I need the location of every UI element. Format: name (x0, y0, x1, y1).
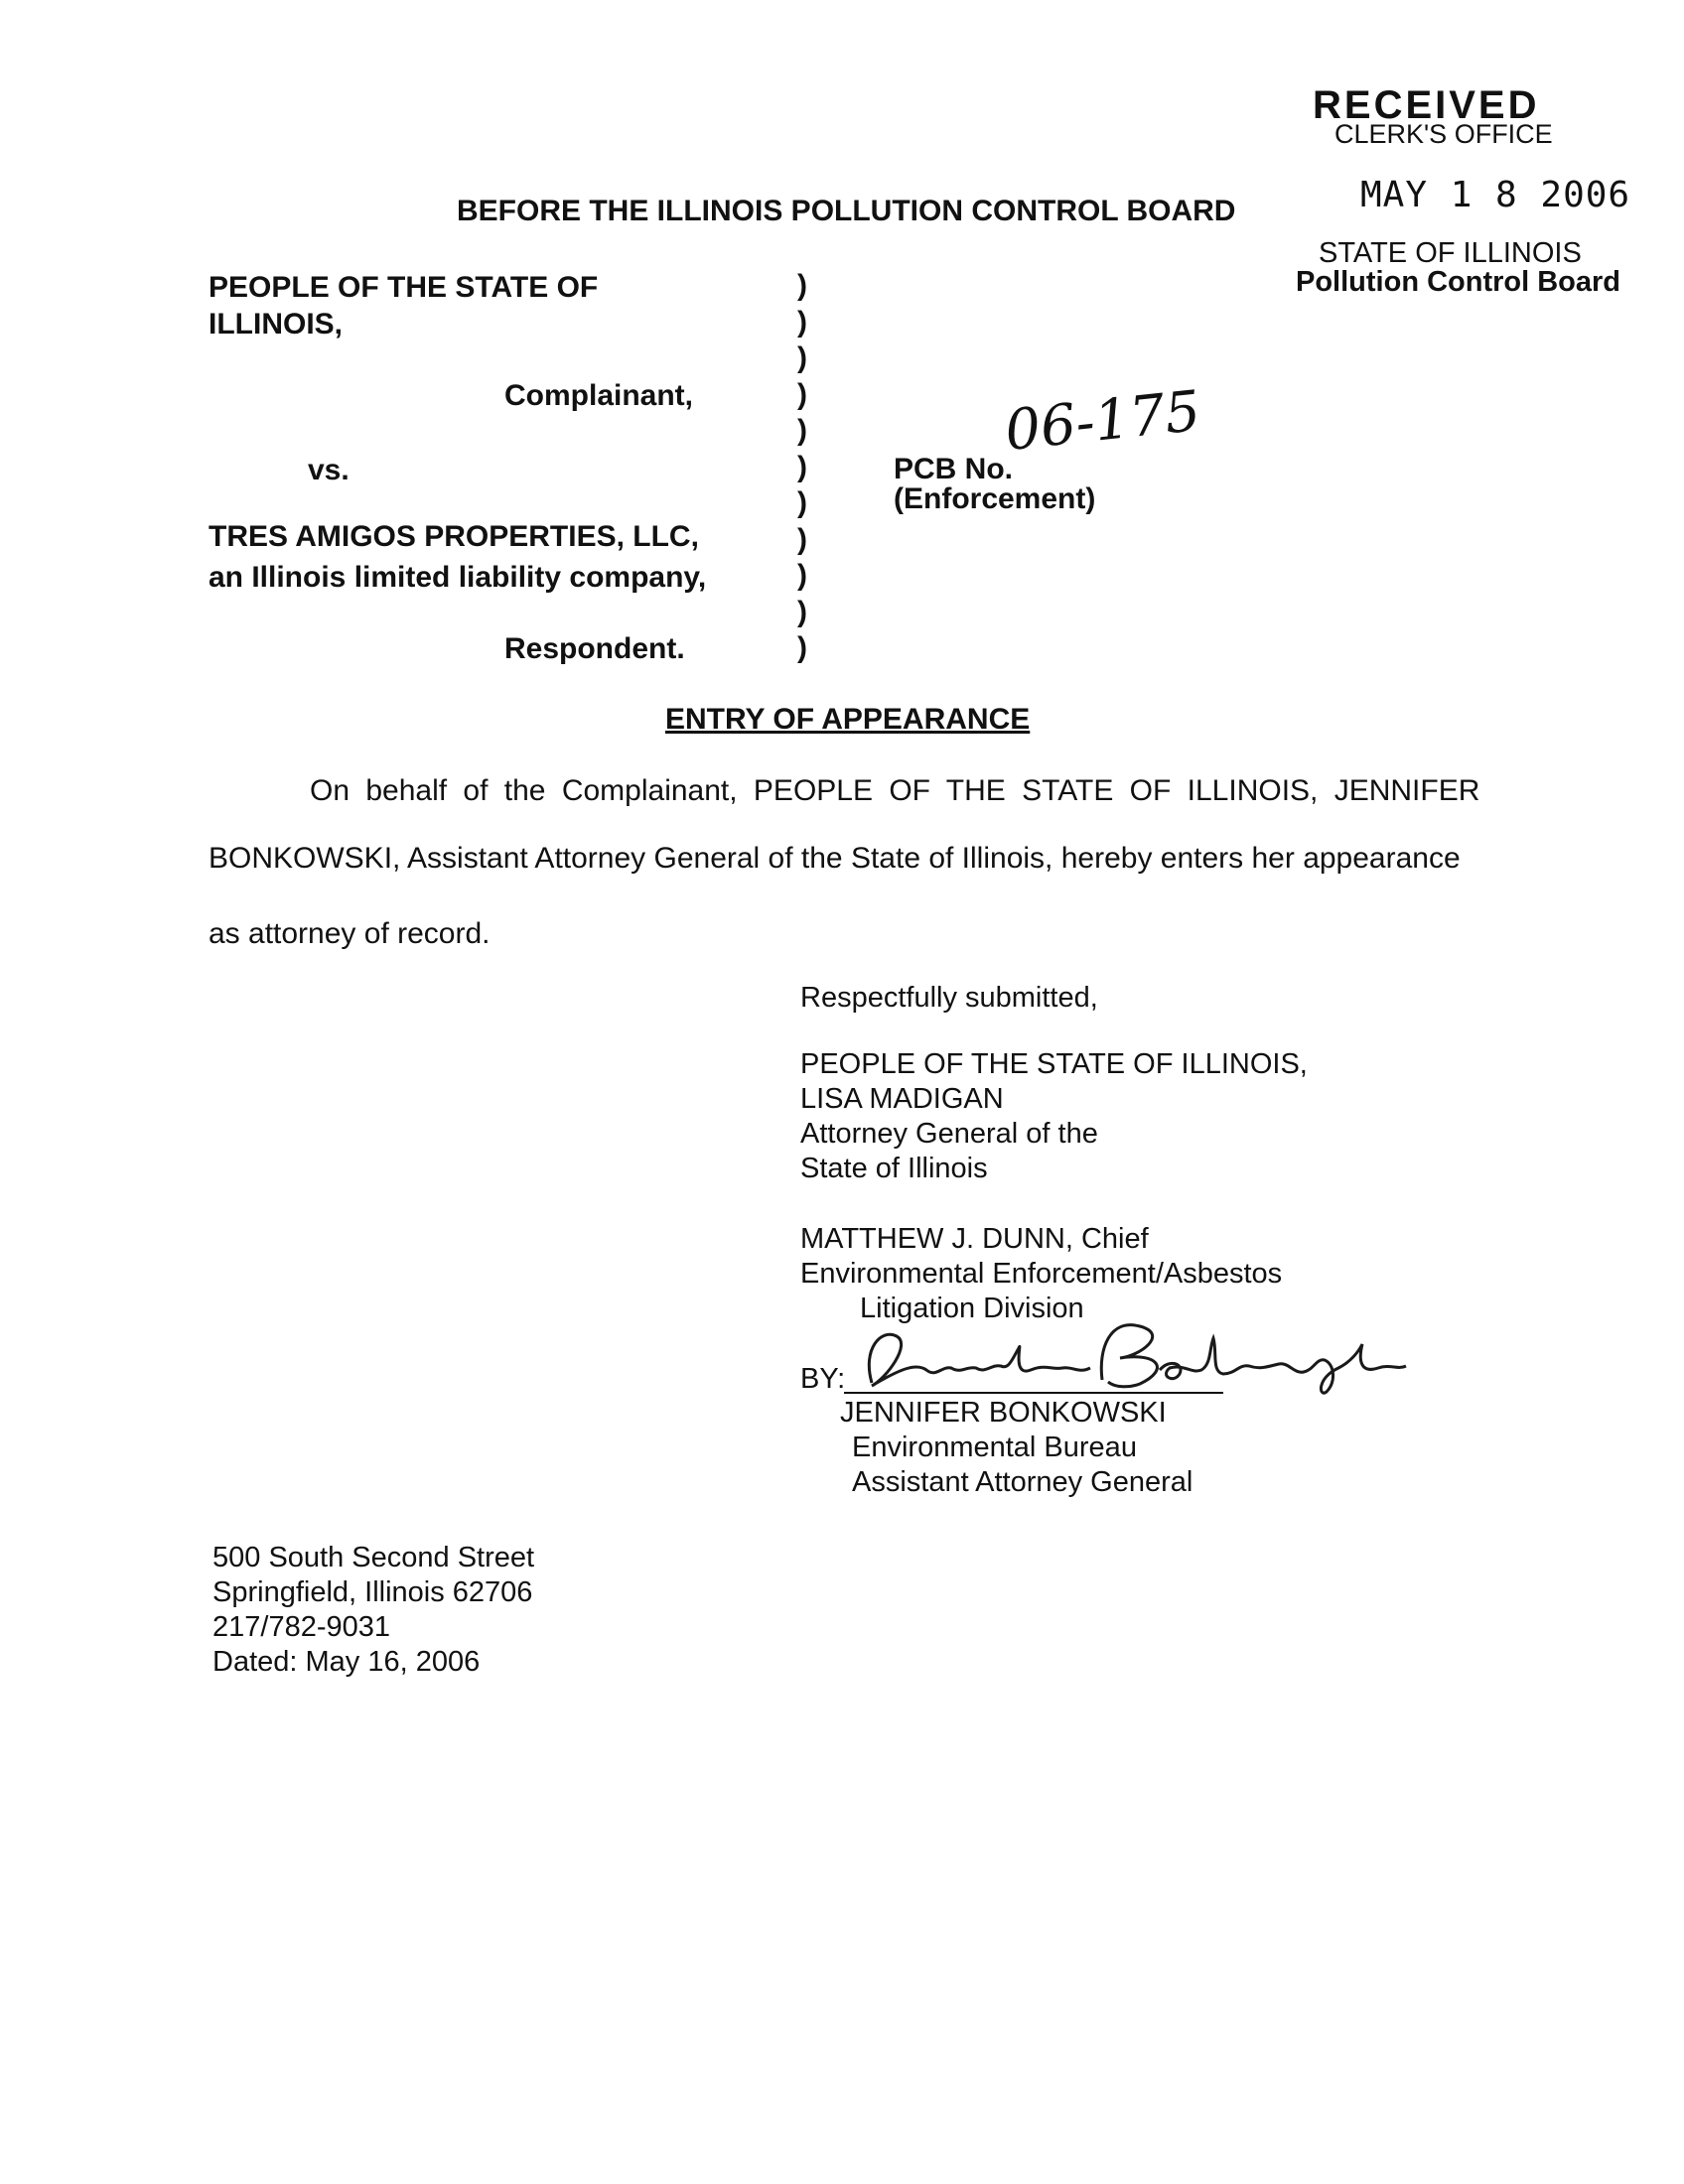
address-street: 500 South Second Street (212, 1542, 535, 1573)
caption-paren: ) (797, 559, 807, 592)
received-stamp-date: MAY 1 8 2006 (1360, 175, 1631, 215)
body-paragraph-line: On behalf of the Complainant, PEOPLE OF THE STATE OF ILLINOIS, JENNIFER (310, 774, 1480, 807)
pcb-number-label: PCB No. (894, 453, 1013, 485)
complainant-role: Complainant, (504, 379, 694, 412)
body-paragraph-line: BONKOWSKI, Assistant Attorney General of the State of Illinois, hereby enters her appearance (209, 842, 1461, 875)
signature-party-line: State of Illinois (800, 1153, 988, 1184)
signature-party-line: PEOPLE OF THE STATE OF ILLINOIS, (800, 1048, 1308, 1080)
respondent-role: Respondent. (504, 632, 685, 665)
closing: Respectfully submitted, (800, 982, 1098, 1014)
handwritten-signature (842, 1308, 1438, 1408)
pcb-number-handwritten: 06-175 (1002, 378, 1203, 464)
signature-party-line: LISA MADIGAN (800, 1083, 1004, 1115)
complainant-name-line1: PEOPLE OF THE STATE OF (209, 271, 599, 304)
caption-paren: ) (797, 377, 807, 411)
received-stamp-title: RECEIVED (1313, 83, 1540, 127)
address-phone: 217/782-9031 (212, 1611, 390, 1643)
caption-paren: ) (797, 595, 807, 628)
received-stamp-state: STATE OF ILLINOIS (1319, 237, 1582, 269)
signature-chief-line: Litigation Division (860, 1293, 1084, 1324)
caption-paren: ) (797, 269, 807, 302)
caption-paren: ) (797, 414, 807, 447)
caption-paren: ) (797, 631, 807, 664)
signature-chief-line: Environmental Enforcement/Asbestos (800, 1258, 1283, 1290)
signer-name: JENNIFER BONKOWSKI (840, 1397, 1167, 1429)
address-city: Springfield, Illinois 62706 (212, 1576, 533, 1608)
document-title: ENTRY OF APPEARANCE (665, 703, 1031, 736)
signer-title: Assistant Attorney General (852, 1466, 1193, 1498)
received-stamp-board: Pollution Control Board (1296, 266, 1621, 298)
caption-paren: ) (797, 522, 807, 556)
signature-chief-line: MATTHEW J. DUNN, Chief (800, 1223, 1149, 1255)
received-stamp-office: CLERK'S OFFICE (1334, 119, 1553, 149)
signature-party-line: Attorney General of the (800, 1118, 1098, 1150)
caption-paren-column (797, 268, 807, 667)
signer-bureau: Environmental Bureau (852, 1432, 1137, 1463)
respondent-name-line1: TRES AMIGOS PROPERTIES, LLC, (209, 520, 699, 553)
caption-paren: ) (797, 486, 807, 519)
versus-label: vs. (308, 454, 350, 486)
caption-paren: ) (797, 341, 807, 374)
complainant-name-line2: ILLINOIS, (209, 308, 343, 341)
dated-line: Dated: May 16, 2006 (212, 1646, 481, 1678)
case-type: (Enforcement) (894, 482, 1096, 515)
caption-title: BEFORE THE ILLINOIS POLLUTION CONTROL BOARD (457, 195, 1236, 227)
respondent-name-line2: an Illinois limited liability company, (209, 561, 707, 594)
by-label: BY: (800, 1363, 846, 1395)
caption-paren: ) (797, 305, 807, 339)
body-paragraph-line: as attorney of record. (209, 917, 491, 950)
caption-paren: ) (797, 450, 807, 483)
